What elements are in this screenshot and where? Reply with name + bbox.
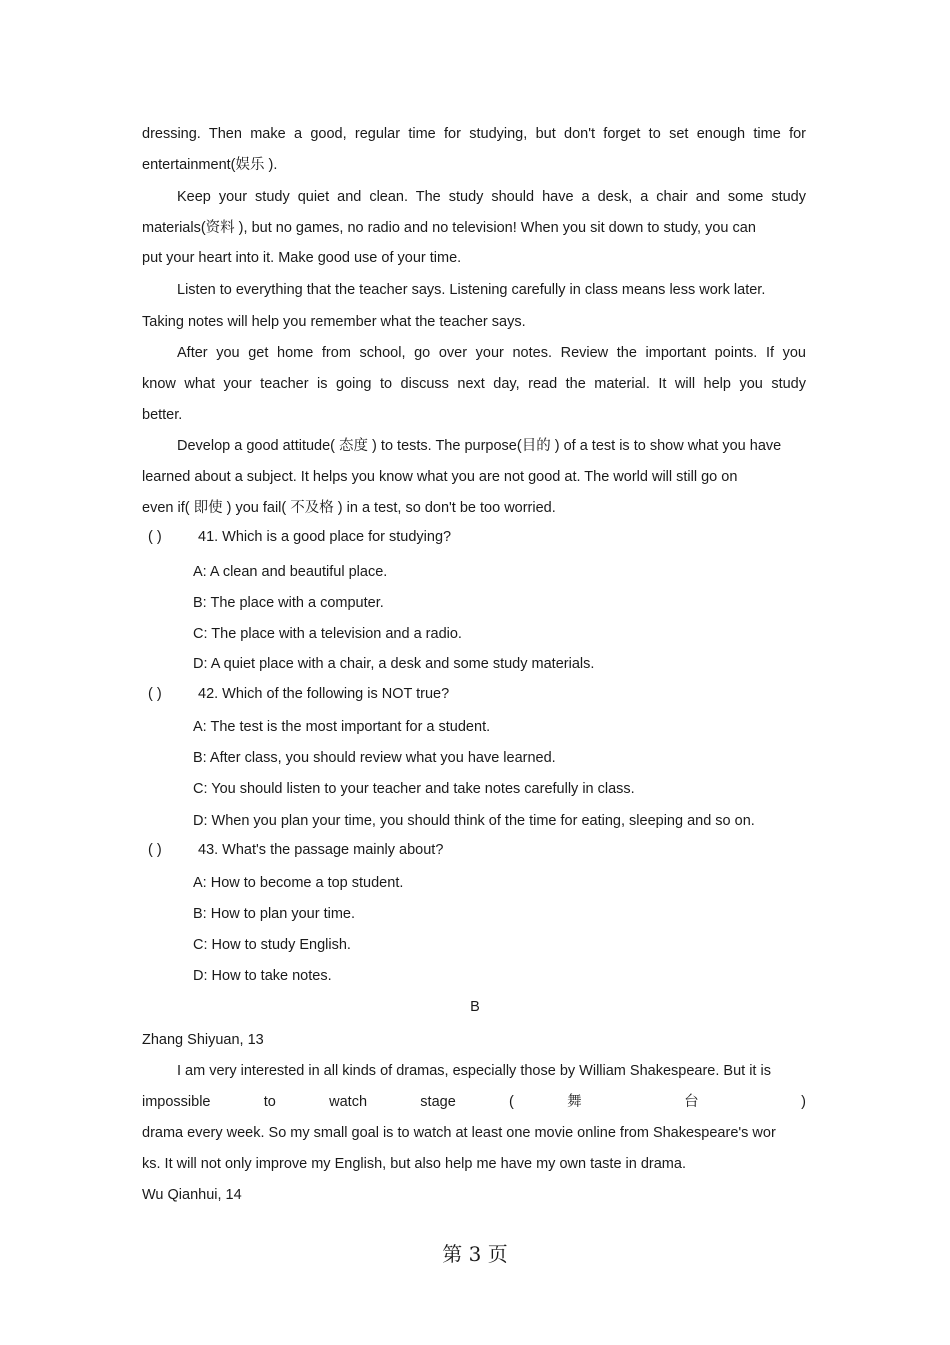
answer-blank[interactable]: ( ) — [148, 529, 162, 545]
author-name: Zhang Shiyuan, 13 — [142, 1032, 264, 1048]
passage-line: entertainment(娱乐 ). — [142, 157, 278, 173]
passage-line: know what your teacher is going to discuss next day, read the material. It will help you study — [142, 376, 806, 392]
passage-line: even if( 即使 ) you fail( 不及格 ) in a test, so don't be too worried. — [142, 500, 556, 516]
option-a: A: How to become a top student. — [193, 875, 404, 891]
answer-blank[interactable]: ( ) — [148, 686, 162, 702]
option-c: C: The place with a television and a radio. — [193, 626, 462, 642]
passage-line: Listen to everything that the teacher says. Listening carefully in class means less work later. — [177, 282, 766, 298]
question-text: 42. Which of the following is NOT true? — [198, 686, 450, 702]
passage-line: Keep your study quiet and clean. The study should have a desk, a chair and some study — [177, 189, 806, 205]
passage-line: dressing. Then make a good, regular time for studying, but don't forget to set enough time for — [142, 126, 806, 142]
passage-line: learned about a subject. It helps you know what you are not good at. The world will still go on — [142, 469, 738, 485]
option-b: B: After class, you should review what you have learned. — [193, 750, 556, 766]
question-text: 43. What's the passage mainly about? — [198, 842, 444, 858]
passage-line: materials(资料 ), but no games, no radio and no television! When you sit down to study, you can — [142, 220, 756, 236]
option-b: B: How to plan your time. — [193, 906, 355, 922]
passage-line: Develop a good attitude( 态度 ) to tests. The purpose(目的 ) of a test is to show what you have — [177, 438, 782, 454]
option-c: C: You should listen to your teacher and take notes carefully in class. — [193, 781, 635, 797]
question-text: 41. Which is a good place for studying? — [198, 529, 452, 545]
question-43 — [148, 840, 443, 860]
passage-line: put your heart into it. Make good use of your time. — [142, 250, 462, 266]
passage-line: impossible to watch stage ( 舞 台 ) — [142, 1094, 806, 1110]
author-name: Wu Qianhui, 14 — [142, 1187, 242, 1203]
passage-line: better. — [142, 407, 183, 423]
passage-line: ks. It will not only improve my English, but also help me have my own taste in drama. — [142, 1156, 686, 1172]
option-b: B: The place with a computer. — [193, 595, 384, 611]
question-41 — [148, 527, 451, 547]
option-a: A: A clean and beautiful place. — [193, 564, 388, 580]
option-d: D: How to take notes. — [193, 968, 332, 984]
passage-line: I am very interested in all kinds of dramas, especially those by William Shakespeare. But it is — [177, 1063, 771, 1079]
option-d: D: When you plan your time, you should think of the time for eating, sleeping and so on. — [193, 813, 755, 829]
option-d: D: A quiet place with a chair, a desk and some study materials. — [193, 656, 595, 672]
passage-line: After you get home from school, go over your notes. Review the important points. If you — [177, 345, 806, 361]
passage-line: Taking notes will help you remember what the teacher says. — [142, 314, 526, 330]
passage-line: drama every week. So my small goal is to watch at least one movie online from Shakespeare's wor — [142, 1125, 776, 1141]
option-a: A: The test is the most important for a student. — [193, 719, 491, 735]
option-c: C: How to study English. — [193, 937, 351, 953]
page-number: 第 3 页 — [442, 1242, 508, 1266]
answer-blank[interactable]: ( ) — [148, 842, 162, 858]
section-heading: B — [470, 999, 480, 1015]
question-42 — [148, 684, 449, 704]
